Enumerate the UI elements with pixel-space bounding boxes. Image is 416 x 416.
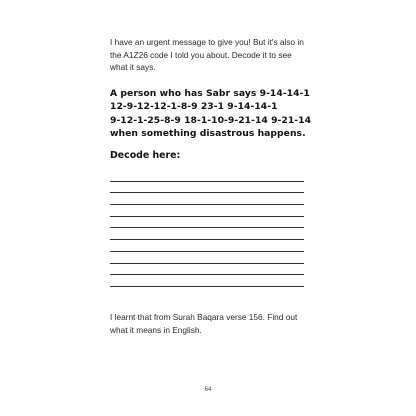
answer-writing-lines	[110, 170, 304, 287]
intro-line: what it says.	[110, 62, 156, 73]
coded-message-line: A person who has Sabr says 9-14-14-1	[110, 88, 310, 99]
coded-message-line: when something disastrous happens.	[110, 127, 306, 139]
intro-line: I have an urgent message to give you! But it's also in	[110, 37, 304, 47]
answer-line[interactable]	[110, 182, 304, 194]
outro-line: I learnt that from Surah Baqara verse 156. Find out	[110, 312, 298, 322]
coded-message	[110, 87, 320, 140]
answer-line[interactable]	[110, 193, 304, 205]
answer-line[interactable]	[110, 170, 304, 182]
answer-line[interactable]	[110, 228, 304, 240]
decode-heading: Decode here:	[110, 150, 181, 161]
answer-line[interactable]	[110, 252, 304, 264]
answer-line[interactable]	[110, 275, 304, 287]
answer-line[interactable]	[110, 217, 304, 229]
answer-line[interactable]	[110, 205, 304, 217]
coded-message-line: 9-12-1-25-8-9 18-1-10-9-21-14 9-21-14	[110, 114, 312, 126]
intro-paragraph	[110, 36, 310, 74]
outro-paragraph	[110, 311, 320, 336]
answer-line[interactable]	[110, 264, 304, 276]
page-number: 64	[204, 386, 212, 393]
coded-message-line: 12-9-12-12-1-8-9 23-1 9-14-14-1	[110, 101, 278, 113]
answer-line[interactable]	[110, 240, 304, 252]
intro-line: the A1Z26 code I told you about. Decode it to see	[110, 49, 292, 60]
outro-line: what it means in English.	[110, 324, 202, 335]
